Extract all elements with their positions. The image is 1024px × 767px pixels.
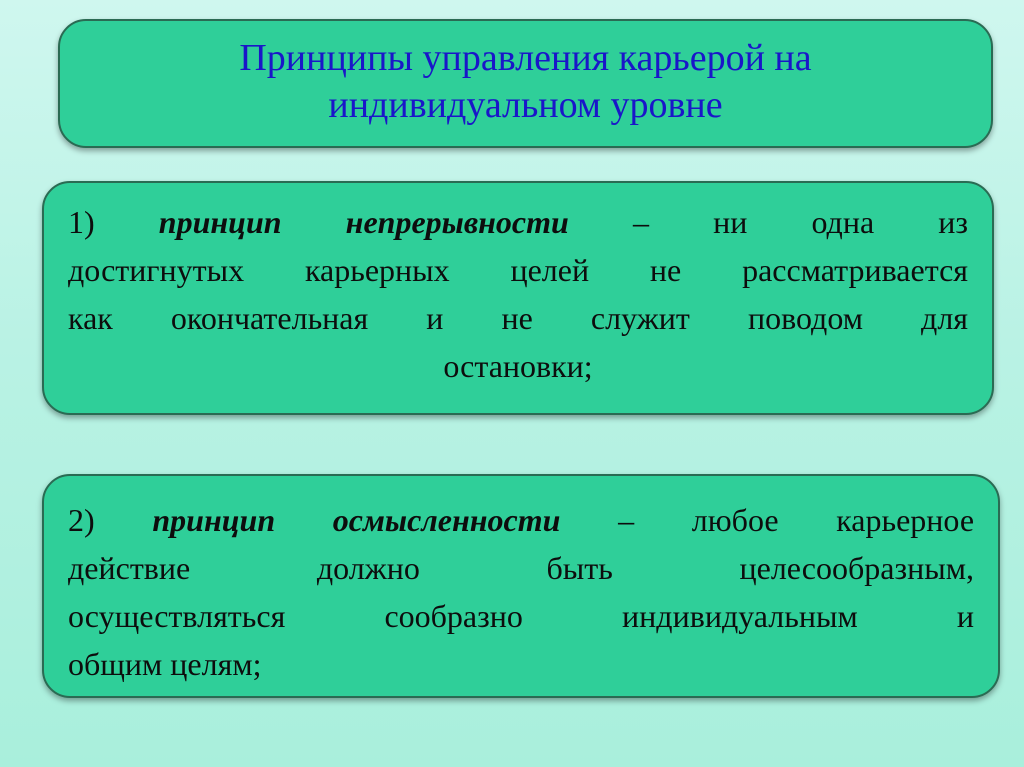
principle-dash: – [618,502,635,538]
principle-term: принцип осмысленности [152,502,561,538]
principle-line-text: ни одна из [713,204,969,240]
slide-title [239,35,811,129]
principle-dash: – [632,204,649,240]
title-panel [58,19,993,148]
principle-line: достигнутых карьерных целей не рассматривается [68,252,968,288]
principle-panel-continuity [42,181,994,415]
principle-term: принцип непрерывности [158,204,569,240]
principle-line-text: любое карьерное [691,502,975,538]
principle-number: 1) [68,204,95,240]
principle-line [68,496,974,544]
principle-line: действие должно быть целесообразным, [68,550,974,586]
slide-title-line-1: Принципы управления карьерой на [239,36,812,79]
principle-panel-meaningfulness [42,474,1000,698]
principle-text [68,496,974,688]
principle-number: 2) [68,502,95,538]
principle-line [68,198,968,246]
principle-line: осуществляться сообразно индивидуальным и [68,598,974,634]
principle-line: как окончательная и не служит поводом для [68,300,968,336]
principle-line: остановки; [443,348,593,384]
principle-line: общим целям; [68,646,262,682]
slide-title-line-2: индивидуальном уровне [328,83,723,126]
principle-text [68,198,968,390]
